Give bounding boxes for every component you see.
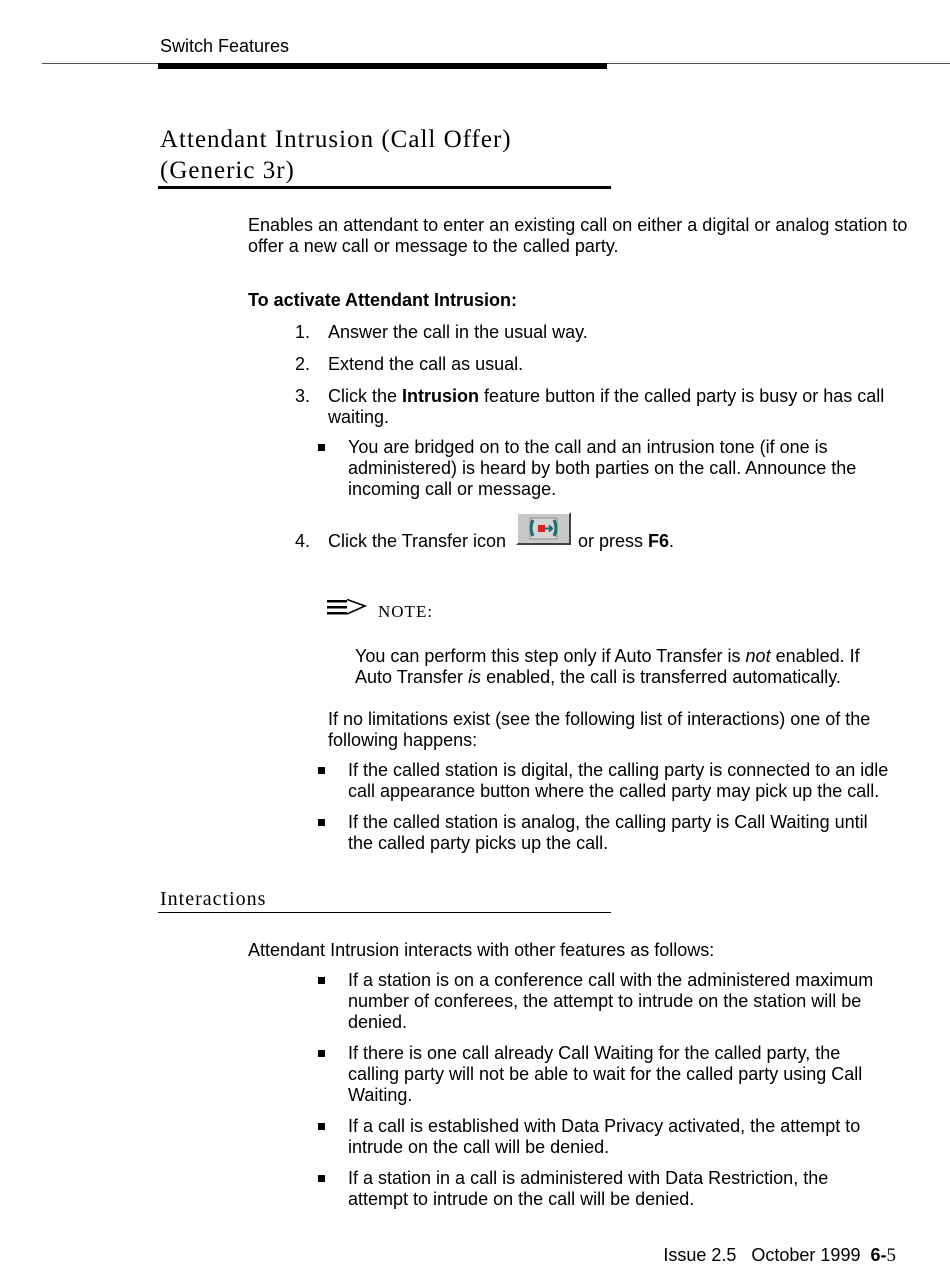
transfer-phone-icon <box>516 512 571 545</box>
step-number: 3. <box>295 386 311 406</box>
intro-paragraph: Enables an attendant to enter an existing call on either a digital or analog station to offer a new call or message to the called party. <box>248 215 908 256</box>
step-text: Answer the call in the usual way. <box>328 322 588 342</box>
bullet-icon <box>318 767 325 774</box>
note-emphasis: is <box>468 667 482 687</box>
section-rule <box>158 912 611 913</box>
note-emphasis: not <box>745 646 771 666</box>
step-text-part: Click the <box>328 386 403 406</box>
title-rule <box>158 186 611 189</box>
step-number: 4. <box>295 531 311 551</box>
step-text <box>328 386 903 428</box>
page-footer <box>600 1245 896 1267</box>
bullet-icon <box>318 1175 325 1182</box>
note-label: NOTE: <box>378 602 434 621</box>
note-text <box>355 646 895 688</box>
interactions-intro: Attendant Intrusion interacts with other features as follows: <box>248 940 715 960</box>
bullet-icon <box>318 1050 325 1057</box>
intrusion-button-name: Intrusion <box>402 386 480 406</box>
step-text-part: or press <box>578 531 649 551</box>
section-title-interactions: Interactions <box>160 888 267 910</box>
step-text: Click the Transfer icon <box>328 531 507 551</box>
footer-page-number: 5 <box>886 1245 896 1266</box>
note-text-part: You can perform this step only if Auto Transfer is <box>355 646 746 666</box>
bullet-icon <box>318 444 325 451</box>
interaction-item: If a call is established with Data Privacy activated, the attempt to intrude on the call will be denied. <box>348 1116 861 1157</box>
outcomes-intro: If no limitations exist (see the following list of interactions) one of the following happens: <box>328 709 871 750</box>
procedure-heading: To activate Attendant Intrusion: <box>248 290 518 310</box>
note-text-part: enabled, the call is transferred automatically. <box>481 667 841 687</box>
running-header: Switch Features <box>160 36 290 56</box>
note-text-part: enabled. If Auto Transfer <box>355 646 860 687</box>
step-text-part: . <box>669 531 675 551</box>
bullet-icon <box>318 977 325 984</box>
interaction-item: If a station in a call is administered with Data Restriction, the attempt to intrude on the call will be denied. <box>348 1168 829 1209</box>
interaction-item: If there is one call already Call Waiting for the called party, the calling party will not be able to wait for the called party using Call Waiting. <box>348 1043 863 1105</box>
page-title-line1: Attendant Intrusion (Call Offer) <box>160 126 512 153</box>
step-text: Extend the call as usual. <box>328 354 524 374</box>
header-bar <box>158 63 607 69</box>
step-number: 1. <box>295 322 311 342</box>
step-number: 2. <box>295 354 311 374</box>
footer-issue: Issue 2.5 <box>663 1245 737 1265</box>
footer-chapter: 6- <box>870 1245 887 1265</box>
step-text-part: feature button if the called party is busy or has call waiting. <box>328 386 885 427</box>
page-title-line2: (Generic 3r) <box>160 157 295 184</box>
note-pointer-icon <box>327 598 369 623</box>
interaction-item: If a station is on a conference call with the administered maximum number of conferees, the attempt to intrude on the station will be denied. <box>348 970 874 1032</box>
bullet-icon <box>318 819 325 826</box>
step-bullet-text: You are bridged on to the call and an intrusion tone (if one is administered) is heard by both parties on the call. Announce the incoming call or message. <box>348 437 857 499</box>
footer-date: October 1999 <box>751 1245 861 1265</box>
outcome-item: If the called station is digital, the calling party is connected to an idle call appearance button where the called party may pick up the call. <box>348 760 889 801</box>
page-title <box>160 124 620 186</box>
f6-key: F6 <box>648 531 670 551</box>
outcome-item: If the called station is analog, the calling party is Call Waiting until the called party picks up the call. <box>348 812 868 853</box>
bullet-icon <box>318 1123 325 1130</box>
step-text <box>578 531 674 552</box>
